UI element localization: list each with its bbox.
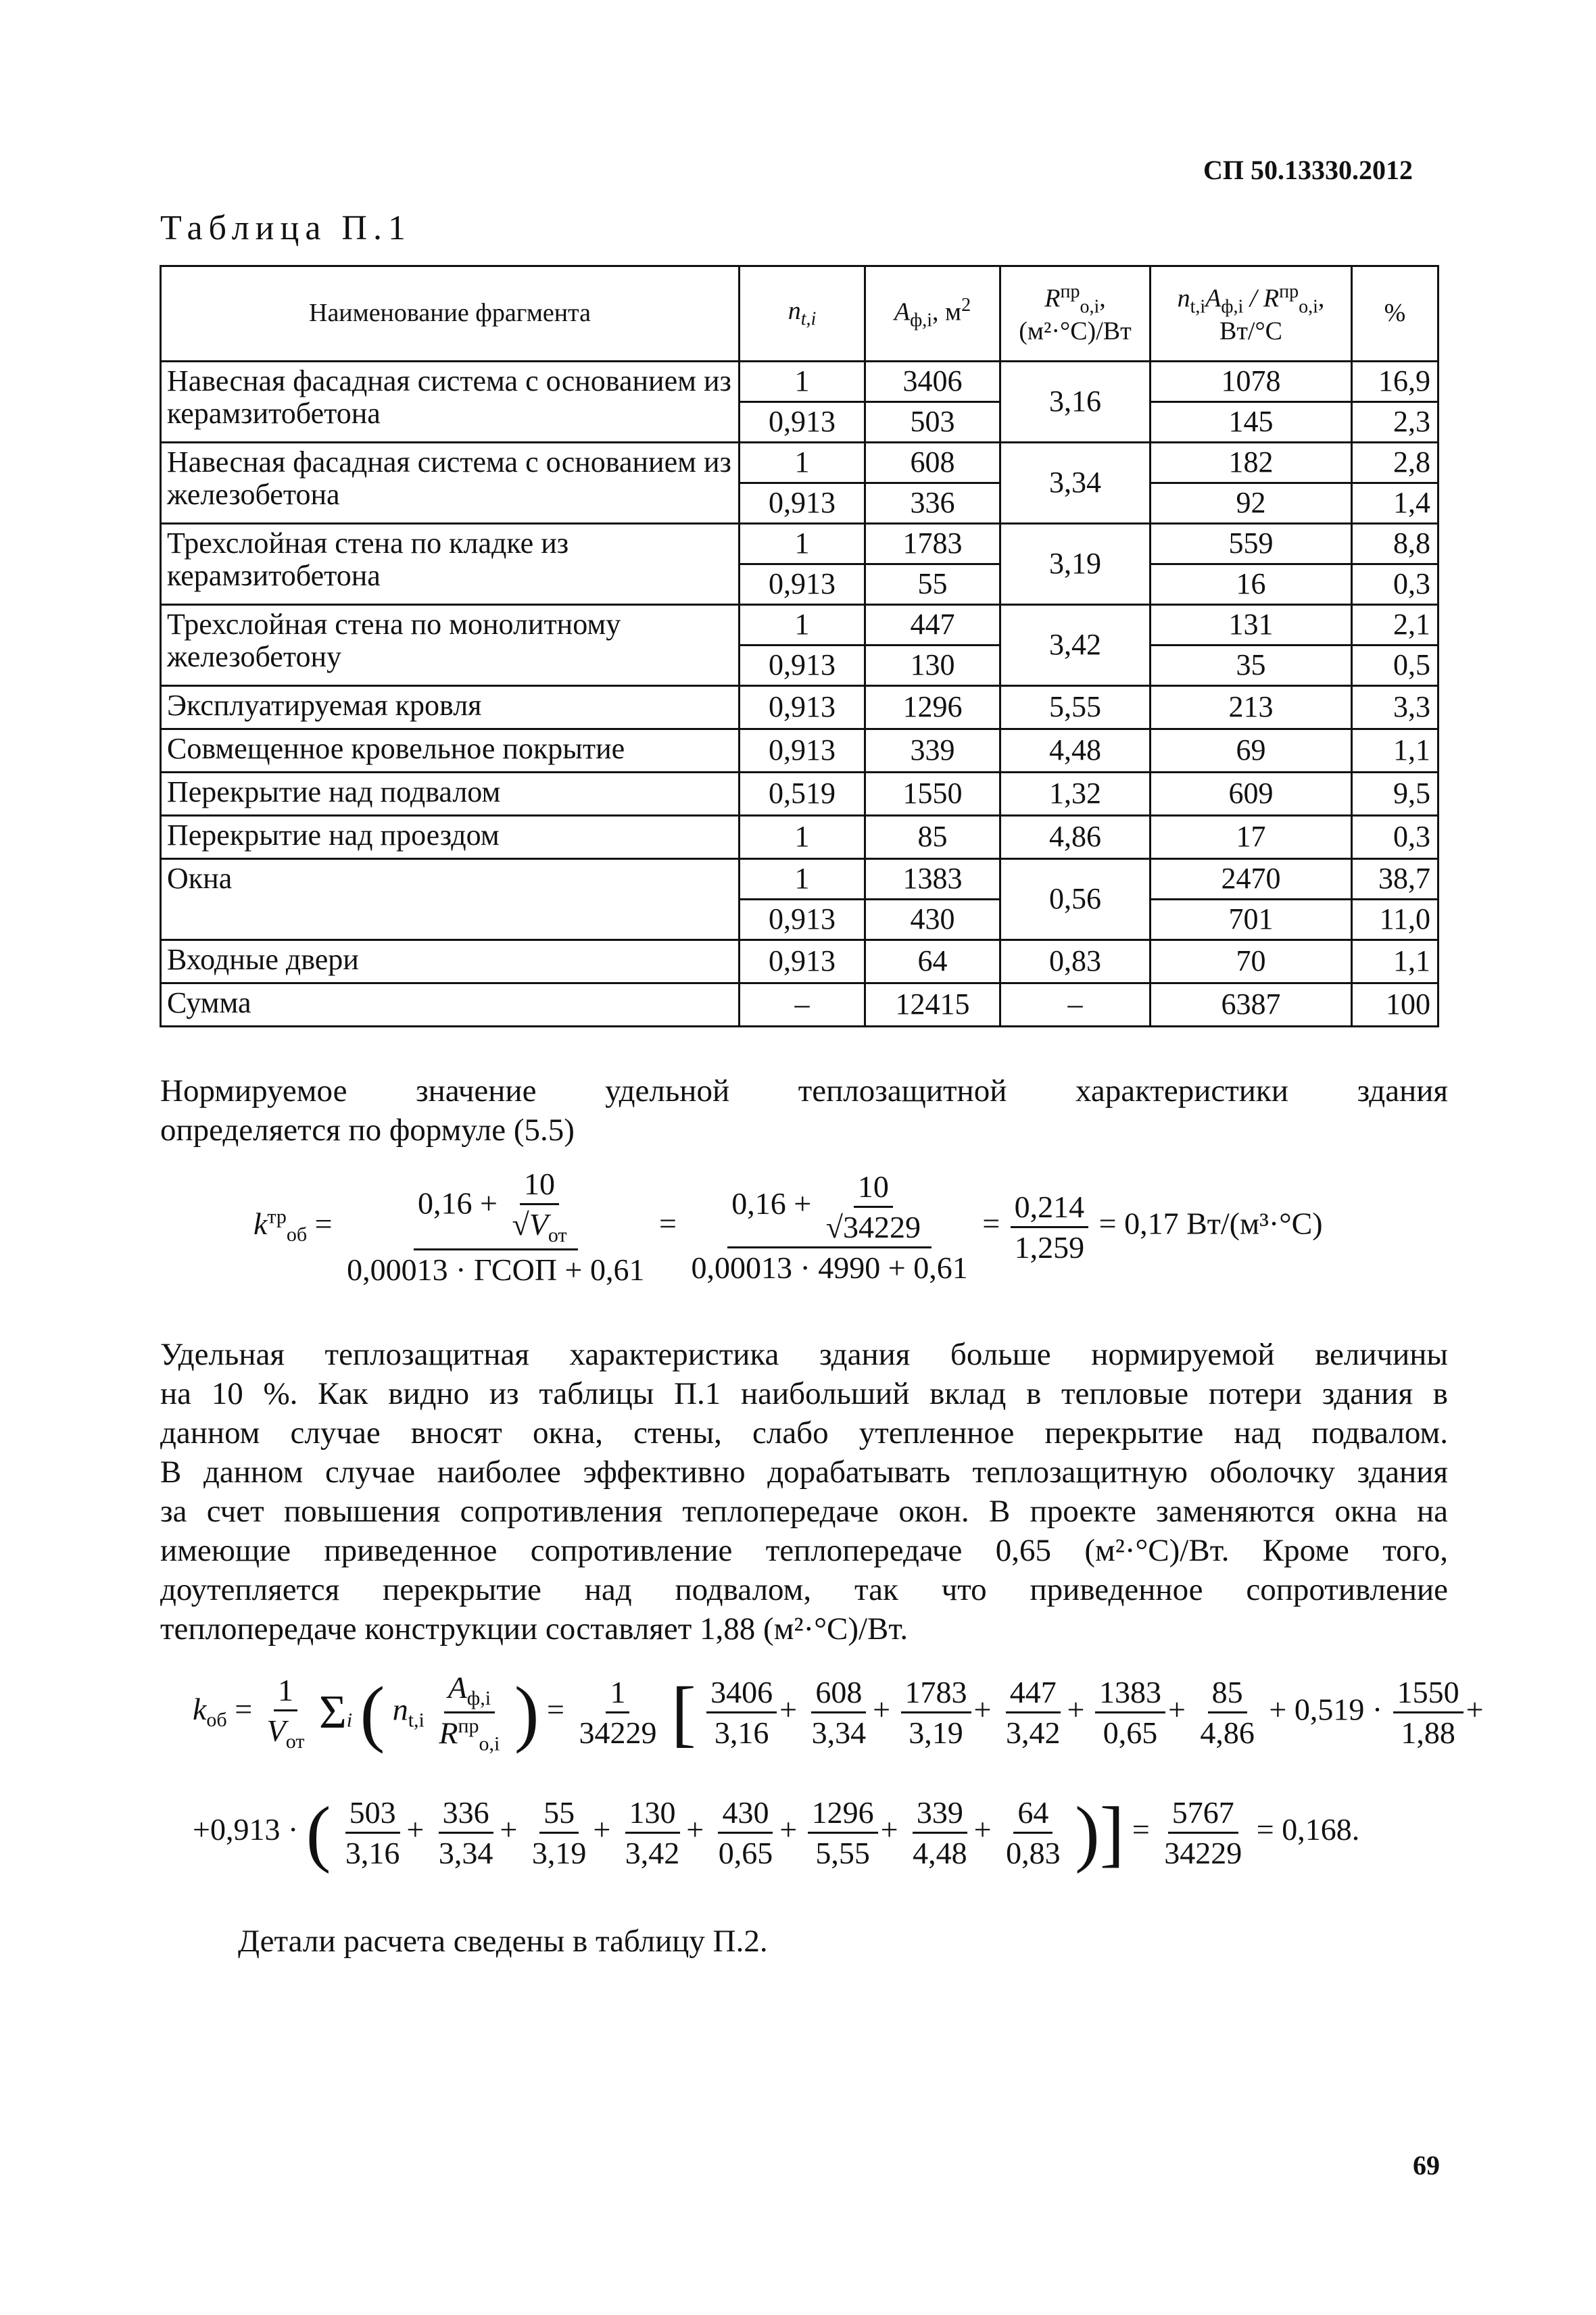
cell-n: 0,913 bbox=[740, 402, 865, 443]
row-name: Сумма bbox=[161, 983, 740, 1027]
cell-percent: 3,3 bbox=[1352, 686, 1438, 729]
text-line: данном случае вносят окна, стены, слабо утепленное перекрытие над подвалом. bbox=[160, 1415, 1448, 1451]
cell-n: 0,913 bbox=[740, 483, 865, 524]
cell-area: 608 bbox=[865, 443, 1000, 483]
cell-area: 130 bbox=[865, 645, 1000, 686]
row-name: Трехслойная стена по кладке из керамзитобетона bbox=[161, 524, 740, 605]
cell-heat-flow: 35 bbox=[1151, 645, 1352, 686]
row-name: Совмещенное кровельное покрытие bbox=[161, 729, 740, 773]
cell-percent: 0,3 bbox=[1352, 564, 1438, 605]
cell-resistance: 0,83 bbox=[1000, 940, 1151, 983]
cell-n: 0,913 bbox=[740, 645, 865, 686]
formula-fraction-general: 0,16 + $\frac{10}{√V_{от}}$ 0,00013 · ГСОП + 0,61 bbox=[347, 1167, 645, 1288]
header-heat-flow: $n_{t,i}A_{ф,i} / R^{пр}_{о,i}$, Вт/°С bbox=[1151, 266, 1352, 362]
header-percent: % bbox=[1352, 266, 1438, 362]
table-row bbox=[161, 940, 1438, 983]
cell-resistance: 1,32 bbox=[1000, 773, 1151, 816]
cell-heat-flow: 92 bbox=[1151, 483, 1352, 524]
cell-area: 1383 bbox=[865, 859, 1000, 900]
cell-heat-flow: 16 bbox=[1151, 564, 1352, 605]
heat-loss-table bbox=[160, 265, 1439, 1027]
cell-n: 1 bbox=[740, 816, 865, 859]
table-row bbox=[161, 859, 1438, 900]
cell-heat-flow: 559 bbox=[1151, 524, 1352, 564]
table-row bbox=[161, 686, 1438, 729]
cell-percent: 38,7 bbox=[1352, 859, 1438, 900]
row-name: Перекрытие над подвалом bbox=[161, 773, 740, 816]
cell-percent: 11,0 bbox=[1352, 900, 1438, 940]
table-header-row bbox=[161, 266, 1438, 362]
cell-n: 0,519 bbox=[740, 773, 865, 816]
cell-n: 0,913 bbox=[740, 729, 865, 773]
cell-heat-flow: 1078 bbox=[1151, 362, 1352, 402]
table-row bbox=[161, 443, 1438, 483]
header-resistance: $R^{пр}_{о,i}$, (м²·°С)/Вт bbox=[1000, 266, 1151, 362]
table-caption: Таблица П.1 bbox=[160, 209, 412, 247]
cell-n: 0,913 bbox=[740, 686, 865, 729]
document-code: СП 50.13330.2012 bbox=[1203, 155, 1413, 185]
cell-resistance: 4,48 bbox=[1000, 729, 1151, 773]
table-row bbox=[161, 605, 1438, 645]
table bbox=[160, 265, 1439, 1027]
cell-percent: 0,3 bbox=[1352, 816, 1438, 859]
formula-calculated-line1: $k_{об}$ = $\frac{1}{V_{от}}$ $\Sigma_i$ ( $n_{t,i}$ $\frac{A_{ф,i}}{R^{пр}_{о,i}}$ ) = $\frac{1}{34229}$ [ $\frac{3406}{3,16}$ + $\frac{608}{3,34}$ + $\frac{1783}{3,19}$ + $\frac{447}{3,42}$ + $\frac{1383}{0,65}$ + $\frac{85}{4,86}$ + 0,519 · $\frac{1550}{1,88}$ + bbox=[193, 1670, 1484, 1755]
cell-percent: 1,4 bbox=[1352, 483, 1438, 524]
cell-heat-flow: 17 bbox=[1151, 816, 1352, 859]
cell-n: 0,913 bbox=[740, 900, 865, 940]
text-line: Удельная теплозащитная характеристика здания больше нормируемой величины bbox=[160, 1337, 1448, 1372]
cell-heat-flow: 701 bbox=[1151, 900, 1352, 940]
row-name: Трехслойная стена по монолитному железобетону bbox=[161, 605, 740, 686]
cell-heat-flow: 145 bbox=[1151, 402, 1352, 443]
formula-calculated-line2: +0,913 · ( $\frac{503}{3,16}$ + $\frac{336}{3,34}$ + $\frac{55}{3,19}$ + $\frac{130}{3,42}$ + $\frac{430}{0,65}$ + $\frac{1296}{5,55}$ + $\frac{339}{4,48}$ + $\frac{64}{0,83}$ )] = $\frac{5767}{34229}$ = 0,168. bbox=[193, 1791, 1360, 1874]
cell-resistance: 5,55 bbox=[1000, 686, 1151, 729]
cell-heat-flow: 182 bbox=[1151, 443, 1352, 483]
cell-percent: 9,5 bbox=[1352, 773, 1438, 816]
cell-percent: 8,8 bbox=[1352, 524, 1438, 564]
cell-resistance: 3,16 bbox=[1000, 362, 1151, 443]
cell-heat-flow: 131 bbox=[1151, 605, 1352, 645]
cell-n: 1 bbox=[740, 443, 865, 483]
cell-area: 85 bbox=[865, 816, 1000, 859]
row-name: Навесная фасадная система с основанием из керамзитобетона bbox=[161, 362, 740, 443]
cell-resistance: 4,86 bbox=[1000, 816, 1151, 859]
cell-resistance: – bbox=[1000, 983, 1151, 1027]
text-line: имеющие приведенное сопротивление теплопередаче 0,65 (м²·°С)/Вт. Кроме того, bbox=[160, 1533, 1448, 1568]
text-line: В данном случае наиболее эффективно дорабатывать теплозащитную оболочку здания bbox=[160, 1455, 1448, 1490]
cell-resistance: 3,42 bbox=[1000, 605, 1151, 686]
cell-area: 1296 bbox=[865, 686, 1000, 729]
cell-area: 336 bbox=[865, 483, 1000, 524]
cell-area: 339 bbox=[865, 729, 1000, 773]
cell-resistance: 3,34 bbox=[1000, 443, 1151, 524]
cell-n: 0,913 bbox=[740, 564, 865, 605]
text-line: Нормируемое значение удельной теплозащитной характеристики здания bbox=[160, 1073, 1448, 1108]
cell-n: 1 bbox=[740, 859, 865, 900]
cell-n: 1 bbox=[740, 605, 865, 645]
cell-heat-flow: 2470 bbox=[1151, 859, 1352, 900]
cell-heat-flow: 70 bbox=[1151, 940, 1352, 983]
cell-area: 430 bbox=[865, 900, 1000, 940]
cell-percent: 1,1 bbox=[1352, 940, 1438, 983]
table-row bbox=[161, 729, 1438, 773]
text-line: Детали расчета сведены в таблицу П.2. bbox=[238, 1924, 768, 1959]
formula-result: = 0,17 Вт/(м³·°С) bbox=[1098, 1206, 1323, 1241]
table-row bbox=[161, 362, 1438, 402]
cell-heat-flow: 69 bbox=[1151, 729, 1352, 773]
cell-percent: 16,9 bbox=[1352, 362, 1438, 402]
formula-fraction-numeric: 0,16 + $\frac{10}{√34229}$ 0,00013 · 4990 + 0,61 bbox=[691, 1169, 968, 1285]
cell-n: 1 bbox=[740, 524, 865, 564]
cell-percent: 100 bbox=[1352, 983, 1438, 1027]
cell-n: 1 bbox=[740, 362, 865, 402]
cell-area: 55 bbox=[865, 564, 1000, 605]
cell-area: 1783 bbox=[865, 524, 1000, 564]
table-row bbox=[161, 816, 1438, 859]
cell-percent: 2,8 bbox=[1352, 443, 1438, 483]
text-line: за счет повышения сопротивления теплопередаче окон. В проекте заменяются окна на bbox=[160, 1494, 1448, 1529]
cell-n: – bbox=[740, 983, 865, 1027]
cell-area: 503 bbox=[865, 402, 1000, 443]
paragraph-analysis bbox=[160, 1335, 1448, 1649]
cell-percent: 2,3 bbox=[1352, 402, 1438, 443]
cell-heat-flow: 213 bbox=[1151, 686, 1352, 729]
cell-area: 3406 bbox=[865, 362, 1000, 402]
page-number: 69 bbox=[1413, 2150, 1440, 2180]
cell-resistance: 0,56 bbox=[1000, 859, 1151, 940]
cell-area: 64 bbox=[865, 940, 1000, 983]
row-name: Перекрытие над проездом bbox=[161, 816, 740, 859]
cell-heat-flow: 609 bbox=[1151, 773, 1352, 816]
cell-percent: 0,5 bbox=[1352, 645, 1438, 686]
text-line: доутепляется перекрытие над подвалом, так что приведенное сопротивление bbox=[160, 1572, 1448, 1607]
text-line: на 10 %. Как видно из таблицы П.1 наибольший вклад в тепловые потери здания в bbox=[160, 1376, 1448, 1411]
table-row bbox=[161, 773, 1438, 816]
cell-area: 447 bbox=[865, 605, 1000, 645]
cell-resistance: 3,19 bbox=[1000, 524, 1151, 605]
table-total-row bbox=[161, 983, 1438, 1027]
paragraph-normative bbox=[160, 1071, 1448, 1150]
table-row bbox=[161, 524, 1438, 564]
cell-heat-flow: 6387 bbox=[1151, 983, 1352, 1027]
formula-normative: $k^{тр}_{об}$ = 0,16 + $\frac{10}{√V_{от}}$ 0,00013 · ГСОП + 0,61 = 0,16 + $\frac{10}{√34229}$ 0,00013 · 4990 + 0,61 = $\frac{0,214}{1,259}$ = 0,17 Вт/(м³·°С) bbox=[253, 1167, 1323, 1288]
row-name: Навесная фасадная система с основанием из железобетона bbox=[161, 443, 740, 524]
paragraph-details bbox=[160, 1922, 1448, 1961]
header-n: $n_{t,i}$ bbox=[740, 266, 865, 362]
header-area: $A_{ф,i}$, $м^2$ bbox=[865, 266, 1000, 362]
header-name: Наименование фрагмента bbox=[161, 266, 740, 362]
row-name: Эксплуатируемая кровля bbox=[161, 686, 740, 729]
row-name: Входные двери bbox=[161, 940, 740, 983]
cell-area: 1550 bbox=[865, 773, 1000, 816]
formula-fraction-simplified: $\frac{0,214}{1,259}$ bbox=[1011, 1189, 1089, 1265]
cell-percent: 1,1 bbox=[1352, 729, 1438, 773]
cell-area: 12415 bbox=[865, 983, 1000, 1027]
text-line: теплопередаче конструкции составляет 1,88 (м²·°С)/Вт. bbox=[160, 1611, 909, 1647]
row-name: Окна bbox=[161, 859, 740, 940]
text-line: определяется по формуле (5.5) bbox=[160, 1113, 575, 1148]
cell-n: 0,913 bbox=[740, 940, 865, 983]
cell-percent: 2,1 bbox=[1352, 605, 1438, 645]
formula-lhs: $k^{тр}_{об}$ = bbox=[253, 1205, 333, 1246]
